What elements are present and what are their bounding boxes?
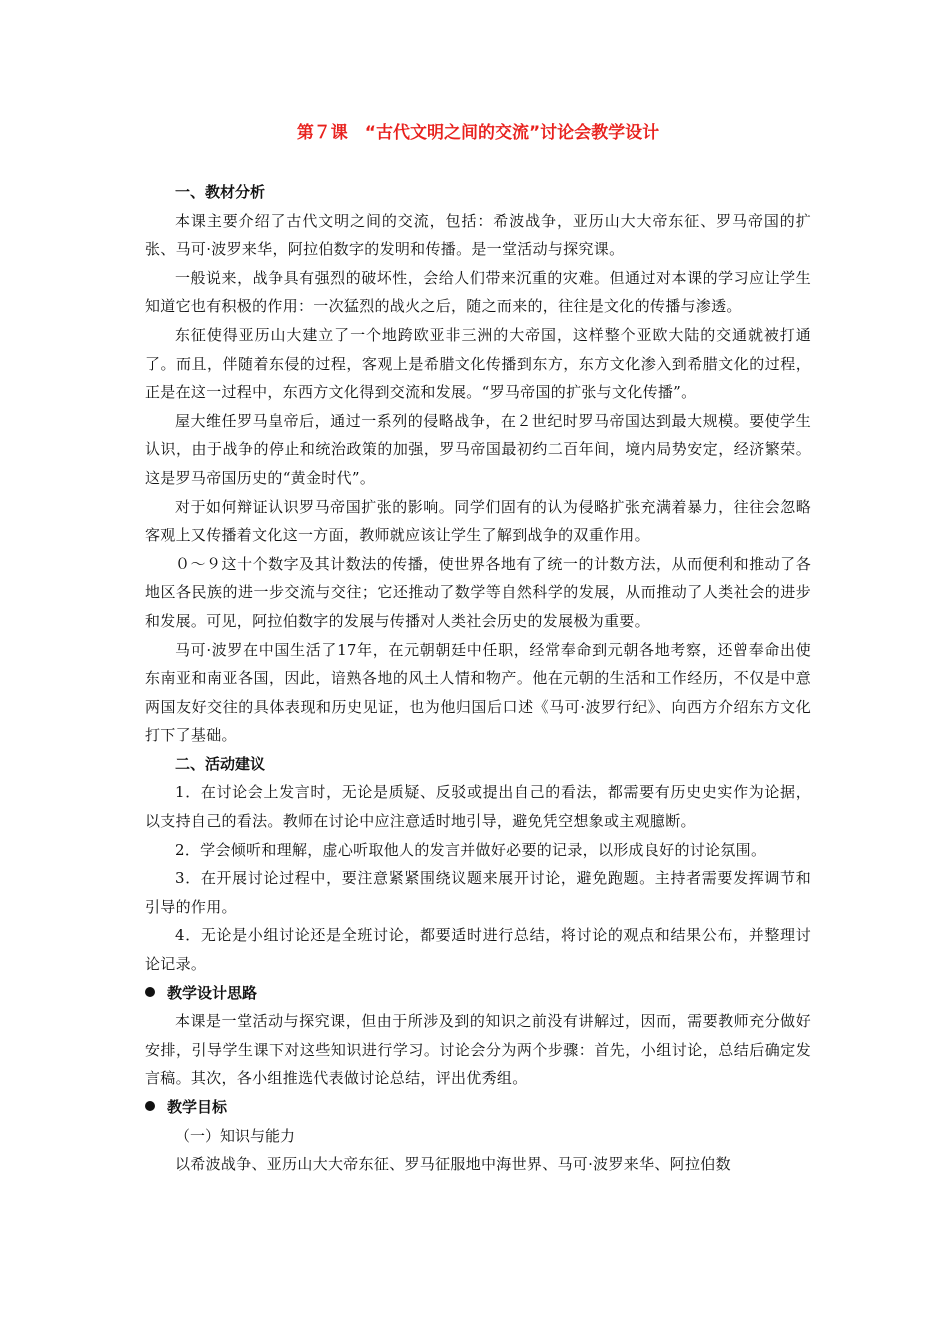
section-textbook-analysis	[145, 178, 811, 750]
subheading: （一）知识与能力	[175, 1126, 296, 1145]
page-title: 第７课 “古代文明之间的交流”讨论会教学设计	[296, 123, 660, 143]
paragraph: 东征使得亚历山大建立了一个地跨欧亚非三洲的大帝国，这样整个亚欧大陆的交通就被打通了。而且，伴随着东侵的过程，客观上是希腊文化传播到东方，东方文化渗入到希腊文化的过程，正是在这一过程中，东西方文化得到交流和发展。“罗马帝国的扩张与文化传播”。	[145, 325, 811, 402]
list-item: 1．在讨论会上发言时，无论是质疑、反驳或提出自己的看法，都需要有历史史实作为论据，以支持自己的看法。教师在讨论中应注意适时地引导，避免凭空想象或主观臆断。	[145, 783, 811, 831]
paragraph: 以希波战争、亚历山大大帝东征、罗马征服地中海世界、马可·波罗来华、阿拉伯数	[175, 1155, 731, 1174]
bullet-heading-label: 教学目标	[167, 1098, 228, 1116]
section-design-approach	[145, 979, 811, 1093]
section-heading: 二、活动建议	[175, 754, 266, 773]
paragraph: 马可·波罗在中国生活了17年，在元朝朝廷中任职，经常奉命到元朝各地考察，还曾奉命出使东南亚和南亚各国，因此，谙熟各地的风土人情和物产。他在元朝的生活和工作经历，不仅是中意两国友好交往的具体表现和历史见证，也为他归国后口述《马可·波罗行纪》、向西方介绍东方文化打下了基础。	[145, 640, 811, 745]
list-item: 4．无论是小组讨论还是全班讨论，都要适时进行总结，将讨论的观点和结果公布，并整理讨论记录。	[145, 926, 811, 974]
bullet-icon	[145, 987, 155, 997]
section-teaching-goals	[145, 1093, 811, 1179]
bullet-heading-label: 教学设计思路	[167, 983, 258, 1002]
section-activity-suggestions	[145, 750, 811, 979]
bullet-heading	[145, 1093, 811, 1122]
paragraph: 屋大维任罗马皇帝后，通过一系列的侵略战争，在２世纪时罗马帝国达到最大规模。要使学生认识，由于战争的停止和统治政策的加强，罗马帝国最初约二百年间，境内局势安定，经济繁荣。这是罗马帝国历史的“黄金时代”。	[145, 411, 811, 487]
paragraph: 对于如何辩证认识罗马帝国扩张的影响。同学们固有的认为侵略扩张充满着暴力，往往会忽略客观上又传播着文化这一方面，教师就应该让学生了解到战争的双重作用。	[145, 497, 811, 545]
paragraph: 本课主要介绍了古代文明之间的交流，包括：希波战争，亚历山大大帝东征、罗马帝国的扩张、马可·波罗来华，阿拉伯数字的发明和传播。是一堂活动与探究课。	[145, 211, 811, 259]
section-heading: 一、教材分析	[175, 183, 266, 201]
bullet-icon	[145, 1101, 155, 1111]
list-item: 3．在开展讨论过程中，要注意紧紧围绕议题来展开讨论，避免跑题。主持者需要发挥调节和引导的作用。	[145, 869, 811, 916]
paragraph: 一般说来，战争具有强烈的破坏性，会给人们带来沉重的灾难。但通过对本课的学习应让学生知道它也有积极的作用：一次猛烈的战火之后，随之而来的，往往是文化的传播与渗透。	[145, 268, 811, 316]
document-page	[145, 118, 811, 1179]
paragraph: 本课是一堂活动与探究课，但由于所涉及到的知识之前没有讲解过，因而，需要教师充分做好安排，引导学生课下对这些知识进行学习。讨论会分为两个步骤：首先，小组讨论，总结后确定发言稿。其次，各小组推选代表做讨论总结，评出优秀组。	[145, 1012, 811, 1088]
list-item: 2．学会倾听和理解，虚心听取他人的发言并做好必要的记录，以形成良好的讨论氛围。	[175, 840, 767, 859]
bullet-heading	[145, 979, 811, 1008]
paragraph: ０～９这十个数字及其计数法的传播，使世界各地有了统一的计数方法，从而便利和推动了各地区各民族的进一步交流与交往；它还推动了数学等自然科学的发展，从而推动了人类社会的进步和发展。可见，阿拉伯数字的发展与传播对人类社会历史的发展极为重要。	[145, 554, 811, 630]
